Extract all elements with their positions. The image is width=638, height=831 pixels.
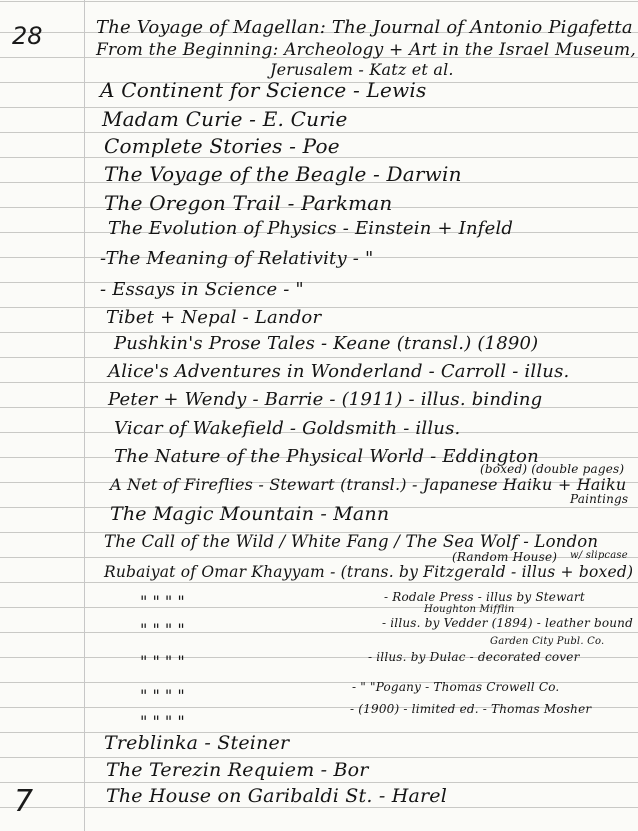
edition-detail: - " "Pogany - Thomas Crowell Co.	[352, 680, 560, 694]
entry-call-of-the-wild: The Call of the Wild / White Fang / The Sea Wolf - London	[104, 532, 599, 551]
entry-voyage-of-magellan: The Voyage of Magellan: The Journal of Antonio Pigafetta	[96, 17, 633, 38]
entry-from-the-beginning: From the Beginning: Archeology + Art in the Israel Museum,	[96, 40, 636, 60]
edition-detail: - illus. by Dulac - decorated cover	[368, 650, 580, 664]
entry-vicar-of-wakefield: Vicar of Wakefield - Goldsmith - illus.	[114, 418, 461, 439]
ditto-marks: " " " "	[140, 686, 185, 705]
entry-terezin-requiem: The Terezin Requiem - Bor	[106, 759, 369, 781]
entry-oregon-trail: The Oregon Trail - Parkman	[104, 191, 393, 215]
entry-treblinka: Treblinka - Steiner	[104, 732, 290, 754]
annotation-fireflies-paintings: Paintings	[570, 492, 629, 506]
entry-essays-in-science: - Essays in Science - "	[100, 279, 304, 300]
annotation-rubaiyat-random-house: (Random House)	[452, 550, 558, 564]
entry-alices-adventures: Alice's Adventures in Wonderland - Carroll - illus.	[108, 361, 570, 382]
entry-evolution-of-physics: The Evolution of Physics - Einstein + Infeld	[108, 218, 514, 239]
edition-publisher: Garden City Publ. Co.	[490, 636, 605, 647]
entry-meaning-of-relativity: -The Meaning of Relativity - "	[100, 248, 374, 269]
page-number-top: 28	[12, 22, 43, 50]
entry-complete-stories: Complete Stories - Poe	[104, 134, 340, 158]
entry-continent-for-science: A Continent for Science - Lewis	[100, 78, 427, 102]
annotation-rubaiyat-slipcase: w/ slipcase	[570, 550, 628, 561]
entry-house-on-garibaldi: The House on Garibaldi St. - Harel	[106, 785, 447, 807]
ditto-marks: " " " "	[140, 592, 185, 611]
page-number-bottom: 7	[14, 784, 34, 819]
entry-net-of-fireflies: A Net of Fireflies - Stewart (transl.) - Japanese Haiku + Haiku	[110, 475, 627, 494]
entry-magic-mountain: The Magic Mountain - Mann	[110, 503, 390, 525]
edition-publisher: Houghton Mifflin	[424, 604, 515, 615]
ditto-marks: " " " "	[140, 652, 185, 671]
annotation-fireflies-boxed: (boxed) (double pages)	[480, 462, 625, 476]
margin-line	[84, 0, 85, 831]
edition-detail: - Rodale Press - illus by Stewart	[384, 590, 585, 604]
edition-detail: - illus. by Vedder (1894) - leather bound	[382, 616, 633, 630]
edition-detail: - (1900) - limited ed. - Thomas Mosher	[350, 702, 592, 716]
ditto-marks: " " " "	[140, 712, 185, 731]
entry-tibet-nepal: Tibet + Nepal - Landor	[106, 307, 322, 328]
entry-madam-curie: Madam Curie - E. Curie	[102, 107, 348, 131]
entry-voyage-of-the-beagle: The Voyage of the Beagle - Darwin	[104, 162, 462, 186]
entry-from-the-beginning-cont: Jerusalem - Katz et al.	[270, 60, 454, 79]
entry-peter-and-wendy: Peter + Wendy - Barrie - (1911) - illus. binding	[108, 389, 543, 410]
ditto-marks: " " " "	[140, 620, 185, 639]
entry-nature-of-physical-world: The Nature of the Physical World - Eddington	[114, 446, 539, 467]
entry-rubaiyat: Rubaiyat of Omar Khayyam - (trans. by Fitzgerald - illus + boxed)	[104, 563, 634, 581]
entry-pushkins-prose-tales: Pushkin's Prose Tales - Keane (transl.) (1890)	[114, 333, 539, 354]
